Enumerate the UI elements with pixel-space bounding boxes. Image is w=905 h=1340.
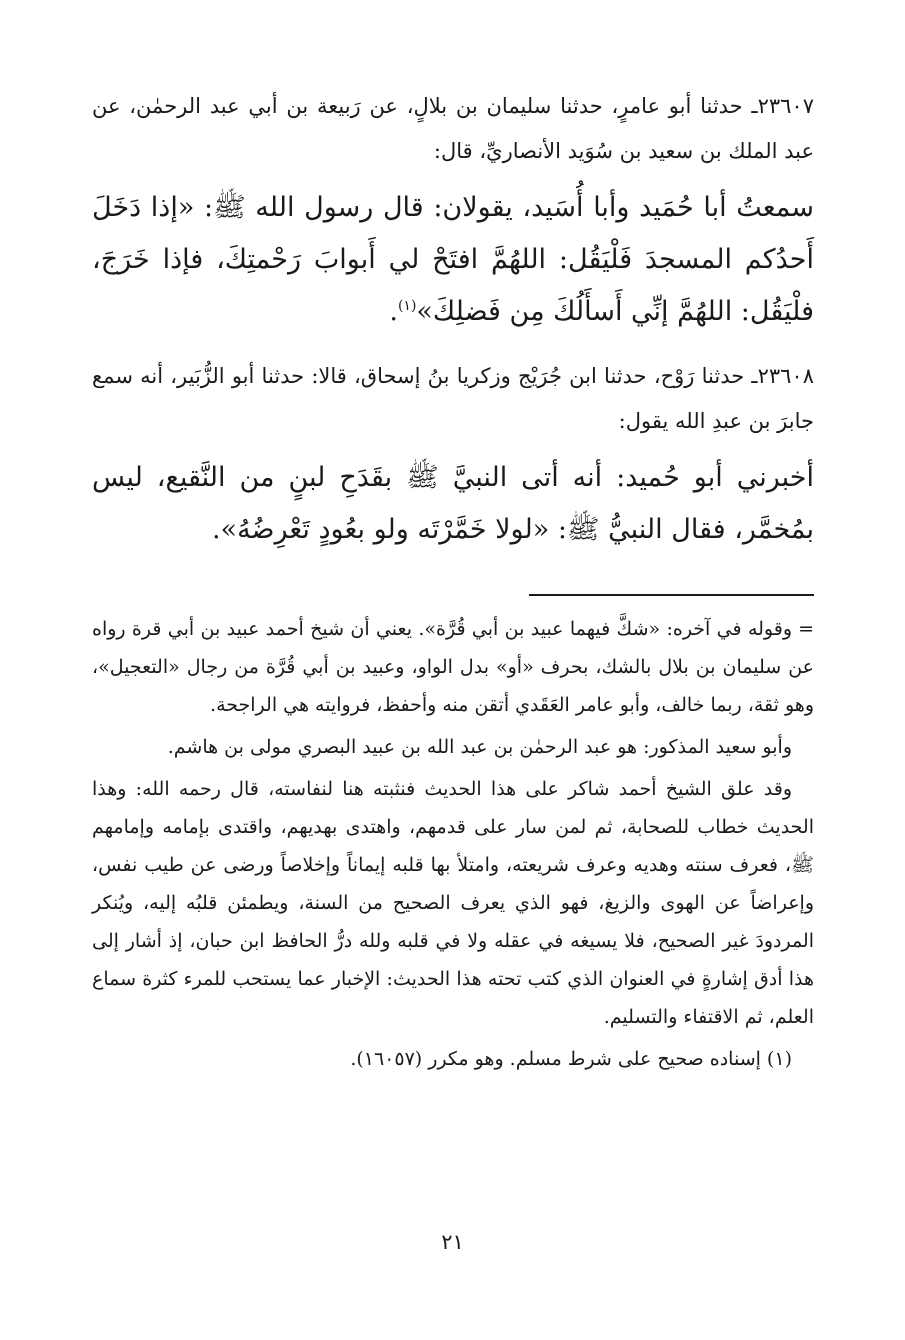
- hadith-23607-text: [92, 182, 814, 338]
- hadith-23608-end: .: [211, 514, 221, 545]
- continuation-marker: =: [798, 618, 814, 640]
- footnote-continuation: [92, 610, 814, 724]
- hadith-23607-chain: ٢٣٦٠٧ـ حدثنا أبو عامرٍ، حدثنا سليمان بن بلالٍ، عن رَبيعة بن أبي عبد الرحمٰن، عن عبد الملك بن سعيد بن سُوَيد الأنصاريِّ، قال:: [92, 94, 814, 163]
- footnote-divider: [529, 594, 814, 596]
- footnote-paragraph: وقد علق الشيخ أحمد شاكر على هذا الحديث فنثبته هنا لنفاسته، قال رحمه الله: وهذا الحديث خطاب للصحابة، ثم لمن سار على قدمهم، واهتدى بهديهم، واقتدى بإمامه وإمامهم ﷺ، فعرف سنته وهديه وعرف شريعته، وامتلأ بها قلبه إيماناً وإخلاصاً ورضى عن طيب نفس، وإعراضاً عن الهوى والزيغ، فهو الذي يعرف الصحيح من السنة، ويطمئن قلبُه إليه، ويُنكر المردودَ غير الصحيح، فلا يسيغه في عقله ولا في قلبه ولله درُّ الحافظ ابن حبان، إذ أشار إلى هذا أدق إشارةٍ في العنوان الذي كتب تحته هذا الحديث: الإخبار عما يستحب للمرء كثرة سماع العلم، ثم الاقتفاء والتسليم.: [92, 778, 814, 1028]
- footnote-ref-1[interactable]: (١): [397, 298, 417, 314]
- hadith-23608-matn: أخبرني أبو حُميد: أنه أتى النبيَّ ﷺ بقَدَحِ لبنٍ من النَّقيع، ليس بمُخمَّر، فقال النبيُّ ﷺ: «لولا خَمَّرْتَه ولو بعُودٍ تَعْرِضُهُ»: [92, 462, 814, 545]
- hadith-23608-chain: ٢٣٦٠٨ـ حدثنا رَوْح، حدثنا ابن جُرَيْج وزكريا بنُ إسحاق، قالا: حدثنا أبو الزُّبَير، أنه سمع جابرَ بن عبدِ الله يقول:: [92, 364, 814, 433]
- hadith-23608-text: [92, 452, 814, 556]
- page-content: [92, 84, 814, 1078]
- hadith-23607-end: .: [389, 296, 398, 327]
- footnote-paragraph: وأبو سعيد المذكور: هو عبد الرحمٰن بن عبد الله بن عبيد البصري مولى بن هاشم.: [167, 736, 792, 758]
- hadith-23607-matn: سمعتُ أبا حُمَيد وأبا أُسَيد، يقولان: قال رسول الله ﷺ: «إذا دَخَلَ أَحدُكم المسجدَ فَلْيَقُل: اللهُمَّ افتَحْ لي أَبوابَ رَحْمتِكَ، فإذا خَرَجَ، فلْيَقُل: اللهُمَّ إنِّي أَسأَلُكَ مِن فَضلِكَ»: [92, 192, 814, 327]
- footnotes: [92, 610, 814, 1078]
- footnote-continuation-text: وقوله في آخره: «شكَّ فيهما عبيد بن أبي قُرَّة». يعني أن شيخ أحمد عبيد بن أبي قرة رواه عن سليمان بن بلال بالشك، بحرف «أو» بدل الواو، وعبيد بن أبي قُرَّة من رجال «التعجيل»، وهو ثقة، ربما خالف، وأبو عامر العَقَدي أتقن منه وأحفظ، فروايته هي الراجحة.: [92, 618, 814, 716]
- footnote-1: (١) إسناده صحيح على شرط مسلم. وهو مكرر (١٦٠٥٧).: [350, 1048, 792, 1070]
- page-number: ٢١: [441, 1230, 464, 1254]
